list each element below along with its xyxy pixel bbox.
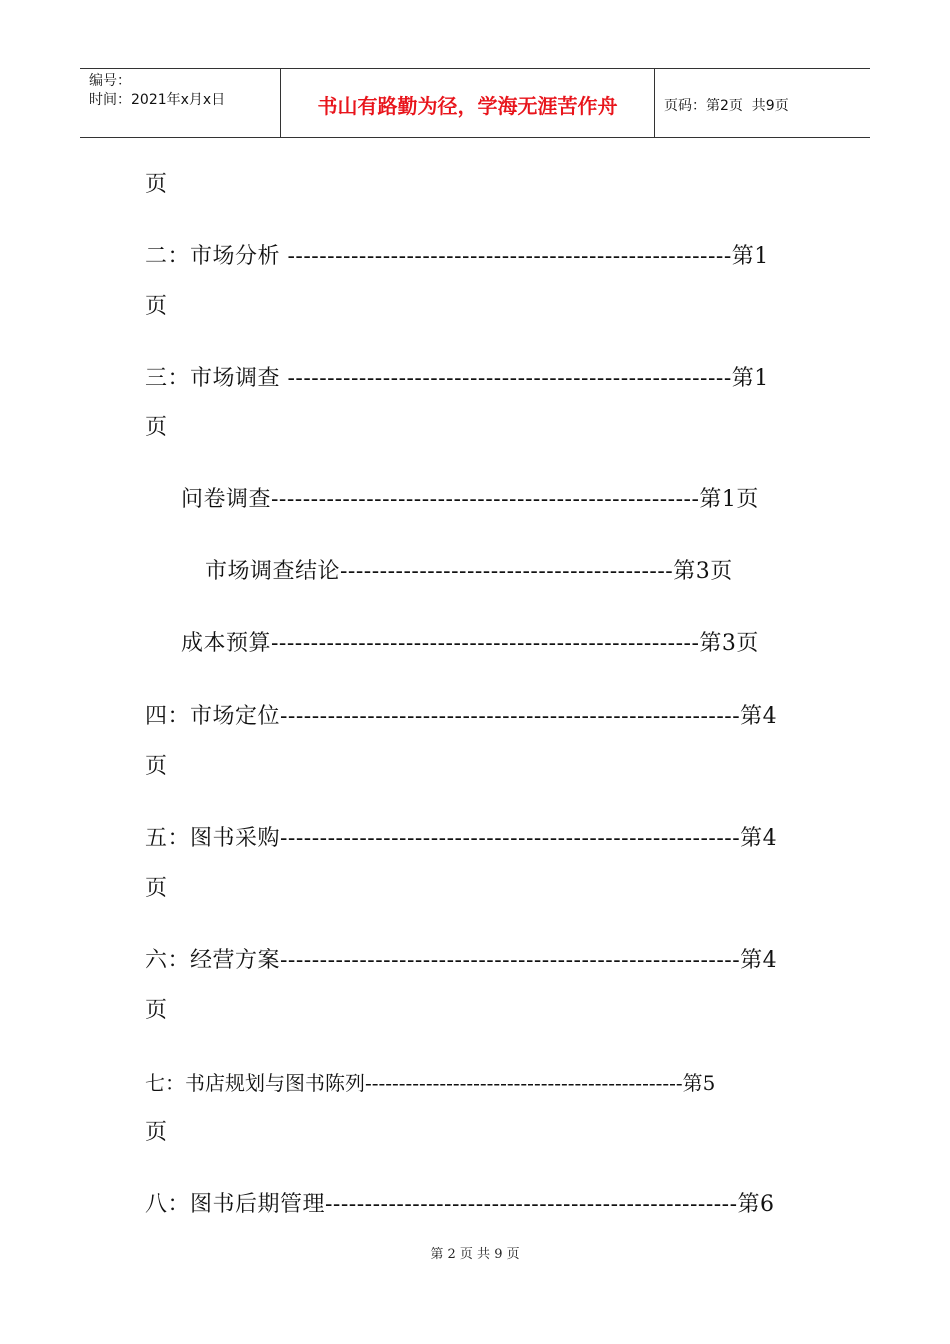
toc-line: 页 — [145, 754, 168, 779]
toc-entry-market-positioning: 四：市场定位----------------------------------------------------------第4 — [145, 704, 778, 729]
toc-entry-book-purchasing: 五：图书采购----------------------------------------------------------第4 — [145, 826, 778, 851]
header-meta — [80, 69, 281, 137]
toc-entry-business-plan: 六：经营方案----------------------------------------------------------第4 — [145, 948, 778, 973]
toc-entry-questionnaire: 问卷调查------------------------------------------------------第1页 — [181, 487, 759, 512]
toc-entry-market-analysis: 二：市场分析 --------------------------------------------------------第1 — [145, 244, 769, 269]
toc-line: 页 — [145, 172, 168, 197]
toc-entry-store-planning: 七：书店规划与图书陈列-----------------------------------------------第5 — [145, 1071, 716, 1095]
toc-entry-later-management: 八：图书后期管理----------------------------------------------------第6 — [145, 1192, 775, 1217]
header-page-indicator: 页码：第2页 共9页 — [664, 97, 789, 114]
toc-line: 页 — [145, 1120, 168, 1145]
toc-line: 页 — [145, 876, 168, 901]
toc-line: 页 — [145, 415, 168, 440]
document-time-label: 时间：2021年x月x日 — [89, 92, 226, 108]
toc-entry-survey-conclusion: 市场调查结论------------------------------------------第3页 — [205, 559, 733, 584]
toc-line: 页 — [145, 998, 168, 1023]
header-motto: 书山有路勤为径，学海无涯苦作舟 — [281, 69, 655, 137]
page-header — [80, 68, 870, 138]
toc-entry-market-survey: 三：市场调查 --------------------------------------------------------第1 — [145, 366, 769, 391]
page-footer: 第 2 页 共 9 页 — [430, 1247, 520, 1262]
document-number-label: 编号： — [89, 73, 131, 89]
toc-entry-cost-budget: 成本预算------------------------------------------------------第3页 — [181, 631, 759, 656]
toc-line: 页 — [145, 294, 168, 319]
